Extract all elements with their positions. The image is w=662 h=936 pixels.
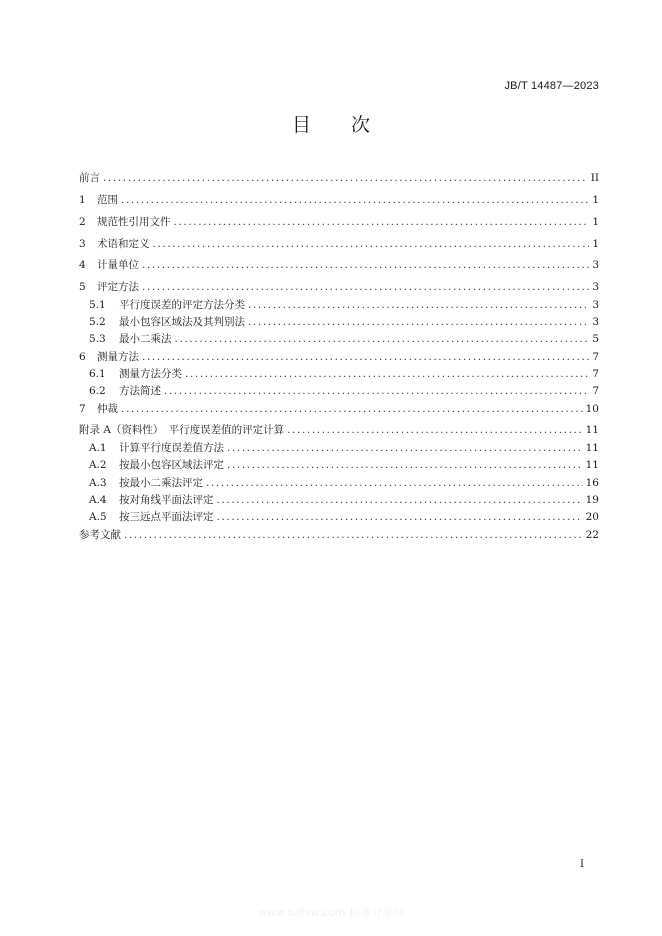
- toc-leader-dots: [124, 527, 583, 544]
- toc-entry-number: A.2: [89, 459, 107, 472]
- toc-entry-page: 11: [585, 441, 599, 454]
- toc-entry-a-5[interactable]: [79, 509, 599, 526]
- toc-entry-label: 计算平行度误差值方法: [119, 441, 224, 454]
- toc-entry-number: 2: [79, 215, 86, 228]
- toc-entry-foreword[interactable]: [79, 170, 599, 187]
- toc-entry-label: 规范性引用文件: [97, 215, 171, 228]
- toc-entry-label: 参考文献: [79, 528, 121, 541]
- toc-entry-page: 10: [585, 402, 599, 415]
- toc-entry-label: 评定方法: [97, 281, 139, 294]
- toc-entry-page: 11: [585, 459, 599, 472]
- toc-entry-number: 6.1: [89, 367, 106, 380]
- toc-entry-label: 仲裁: [97, 402, 118, 415]
- toc-entry-units[interactable]: [79, 257, 599, 274]
- page-title-char-1: 目: [291, 114, 311, 136]
- toc-entry-number: 5.3: [89, 333, 106, 346]
- toc-entry-label: 平行度误差的评定方法分类: [119, 298, 245, 311]
- toc-entry-annex-a[interactable]: [79, 422, 599, 439]
- toc-entry-number: 4: [79, 259, 86, 272]
- toc-entry-page: 11: [585, 424, 599, 437]
- toc-entry-label: 计量单位: [97, 259, 139, 272]
- toc-entry-label: 方法简述: [119, 385, 161, 398]
- toc-leader-dots: [248, 314, 589, 331]
- toc-entry-page: 1: [592, 237, 599, 250]
- toc-leader-dots: [121, 192, 589, 209]
- toc-entry-page: 7: [592, 385, 599, 398]
- toc-entry-a-2[interactable]: [79, 457, 599, 474]
- toc-entry-label: 最小二乘法: [119, 333, 172, 346]
- toc-leader-dots: [227, 440, 583, 457]
- toc-entry-number: 6: [79, 350, 86, 363]
- toc-leader-dots: [153, 236, 590, 253]
- toc-entry-6-1[interactable]: [79, 366, 599, 383]
- toc-entry-5-3[interactable]: [79, 331, 599, 348]
- toc-entry-terms-definitions[interactable]: [79, 236, 599, 253]
- toc-entry-page: 22: [585, 528, 599, 541]
- watermark: www.bzfxw.com 标准分享网: [258, 906, 405, 919]
- toc-leader-dots: [142, 279, 589, 296]
- toc-entry-6-2[interactable]: [79, 383, 599, 400]
- toc-entry-label: 范围: [97, 193, 118, 206]
- toc-entry-number: 1: [79, 193, 86, 206]
- toc-entry-number: 6.2: [89, 385, 106, 398]
- toc-entry-bibliography[interactable]: [79, 527, 599, 544]
- table-of-contents: [79, 170, 599, 544]
- toc-entry-label: 按最小包容区域法评定: [119, 459, 224, 472]
- toc-entry-label: 测量方法分类: [119, 367, 182, 380]
- toc-entry-a-3[interactable]: [79, 475, 599, 492]
- toc-entry-label: 前言: [79, 172, 100, 184]
- toc-leader-dots: [287, 422, 582, 439]
- toc-leader-dots: [217, 509, 583, 526]
- page-title: [0, 110, 662, 137]
- toc-entry-page: 3: [592, 259, 599, 272]
- toc-entry-label: 最小包容区域法及其判别法: [119, 315, 245, 328]
- toc-entry-arbitration[interactable]: [79, 401, 599, 418]
- toc-entry-measurement-methods[interactable]: [79, 349, 599, 366]
- toc-leader-dots: [142, 349, 589, 366]
- toc-entry-page: II: [590, 172, 599, 184]
- toc-entry-label: 按三远点平面法评定: [119, 511, 214, 524]
- toc-leader-dots: [185, 366, 589, 383]
- toc-leader-dots: [174, 214, 590, 231]
- toc-entry-page: 20: [585, 511, 599, 524]
- toc-entry-number: 7: [79, 402, 86, 415]
- toc-entry-evaluation-methods[interactable]: [79, 279, 599, 296]
- toc-entry-scope[interactable]: [79, 192, 599, 209]
- toc-leader-dots: [142, 257, 589, 274]
- page-number: I: [580, 859, 584, 870]
- toc-entry-label: 术语和定义: [97, 237, 150, 250]
- toc-entry-number: 5: [79, 281, 86, 294]
- toc-entry-number: A.1: [89, 441, 107, 454]
- toc-entry-5-2[interactable]: [79, 314, 599, 331]
- toc-entry-a-1[interactable]: [79, 440, 599, 457]
- toc-entry-label: 按最小二乘法评定: [119, 476, 203, 489]
- toc-leader-dots: [248, 297, 589, 314]
- toc-entry-page: 19: [585, 493, 599, 506]
- toc-entry-number: 3: [79, 237, 86, 250]
- toc-leader-dots: [206, 475, 583, 492]
- toc-entry-page: 3: [592, 298, 599, 311]
- toc-entry-page: 7: [592, 350, 599, 363]
- toc-entry-number: A.4: [89, 493, 107, 506]
- toc-leader-dots: [121, 401, 583, 418]
- toc-entry-label: 测量方法: [97, 350, 139, 363]
- toc-entry-page: 5: [592, 333, 599, 346]
- page-title-char-2: 次: [351, 114, 371, 136]
- toc-entry-5-1[interactable]: [79, 297, 599, 314]
- toc-entry-page: 3: [592, 315, 599, 328]
- toc-entry-page: 7: [592, 367, 599, 380]
- toc-entry-label: 按对角线平面法评定: [119, 493, 214, 506]
- document-code: JB/T 14487—2023: [504, 80, 599, 92]
- toc-leader-dots: [217, 492, 583, 509]
- toc-entry-normative-references[interactable]: [79, 214, 599, 231]
- toc-entry-page: 1: [592, 193, 599, 206]
- toc-entry-number: 5.2: [89, 315, 106, 328]
- toc-entry-label: 附录 A（资料性） 平行度误差值的评定计算: [79, 424, 285, 437]
- toc-leader-dots: [164, 383, 589, 400]
- toc-entry-number: A.5: [89, 511, 107, 524]
- toc-entry-page: 1: [592, 215, 599, 228]
- toc-leader-dots: [227, 457, 583, 474]
- toc-entry-page: 3: [592, 281, 599, 294]
- toc-entry-page: 16: [585, 476, 599, 489]
- toc-entry-number: 5.1: [89, 298, 106, 311]
- toc-leader-dots: [103, 170, 588, 187]
- toc-entry-a-4[interactable]: [79, 492, 599, 509]
- toc-leader-dots: [175, 331, 590, 348]
- toc-entry-number: A.3: [89, 476, 107, 489]
